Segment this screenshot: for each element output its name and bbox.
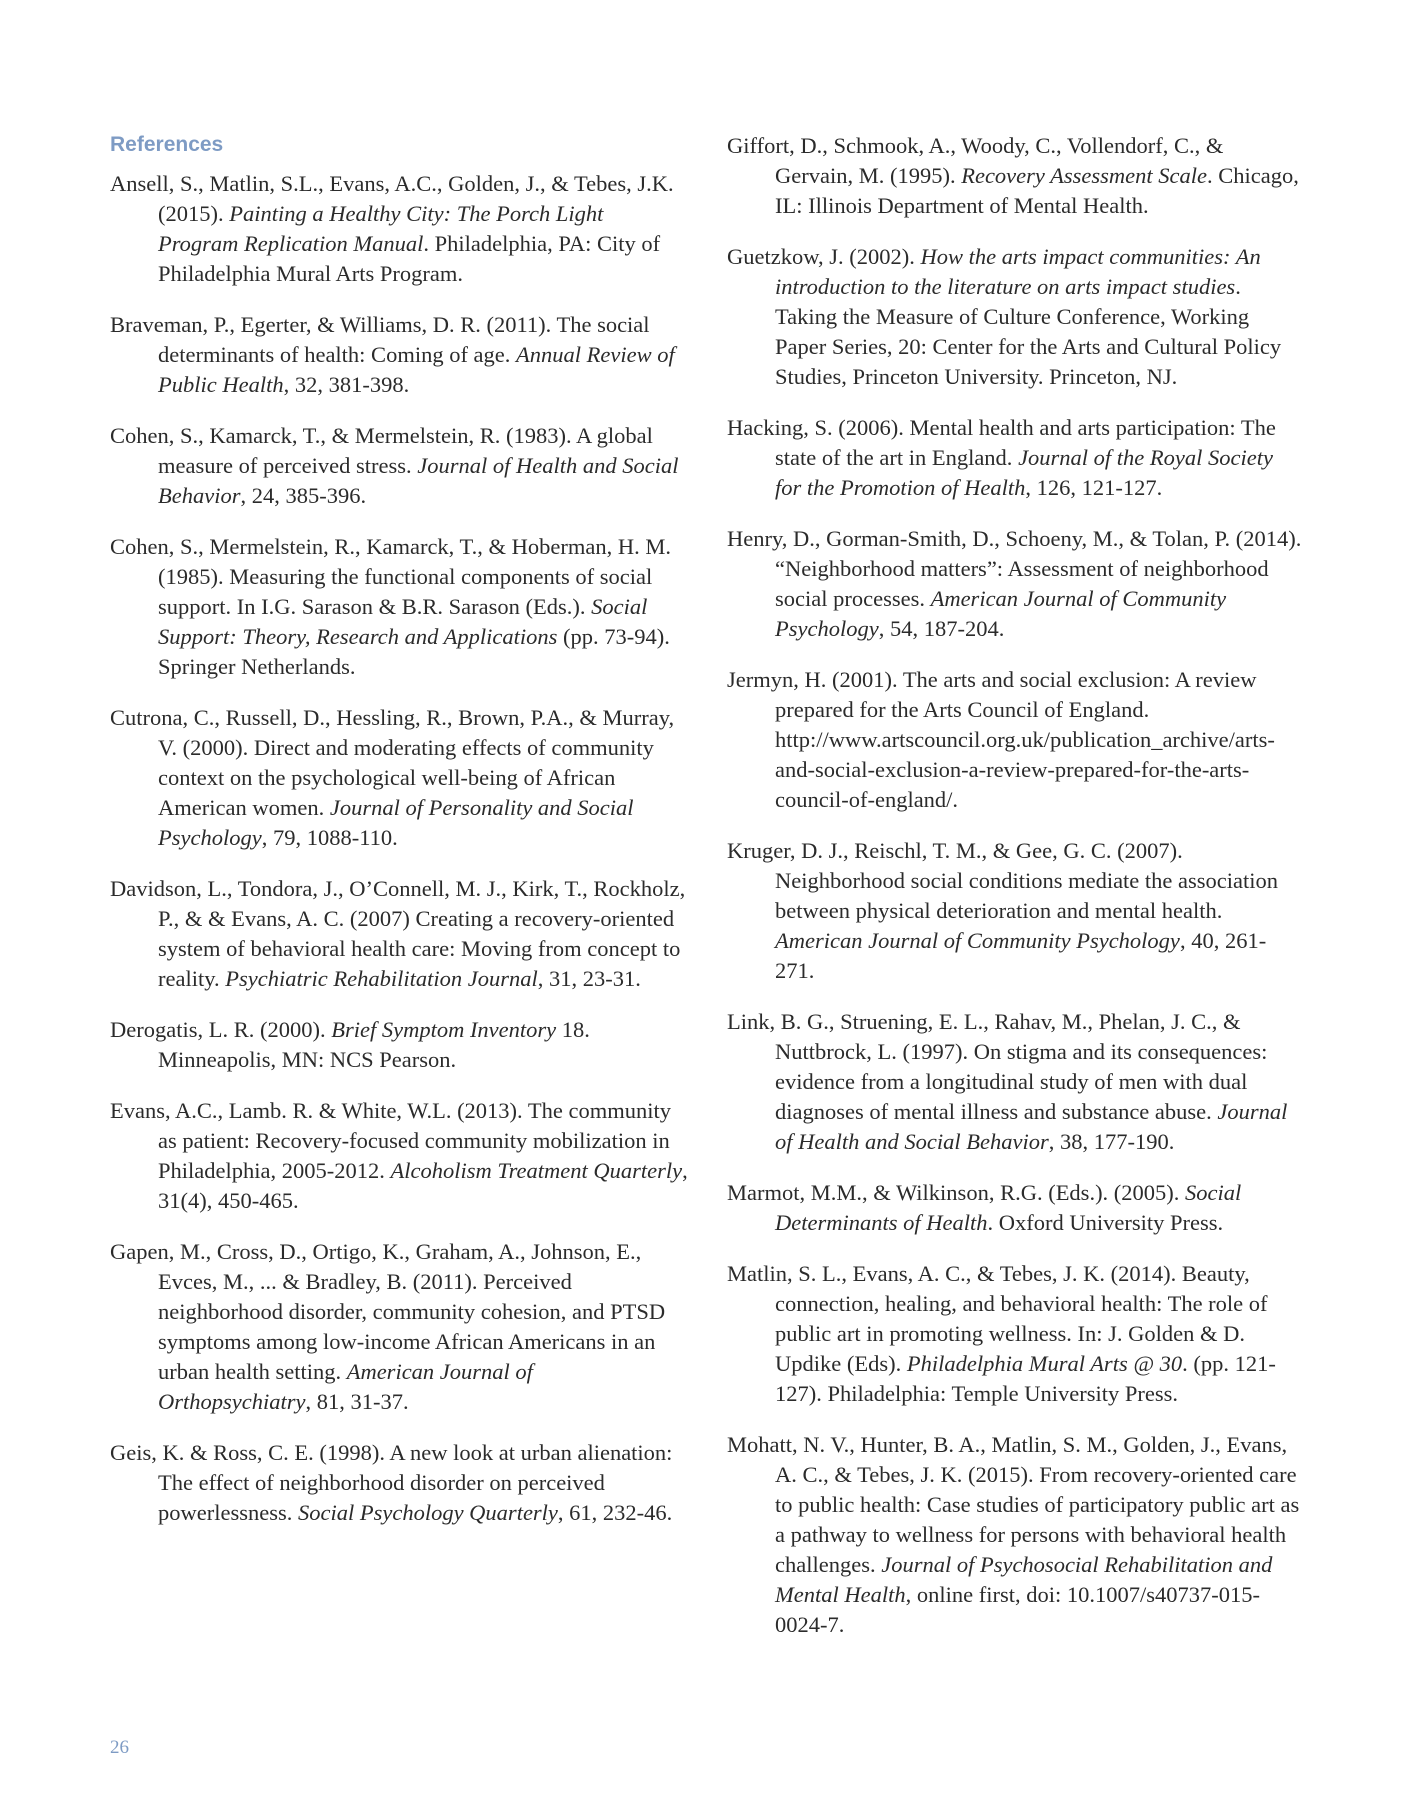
reference-entry: [110, 421, 688, 511]
reference-details: . Taking the Measure of Culture Conference, Working Paper Series, 20: Center for the Arts and Cultural Policy Studies, Princeton University. Princeton, NJ.: [775, 274, 1282, 389]
page-number: 26: [110, 1737, 129, 1758]
left-reference-list: [110, 169, 688, 1528]
reference-title: Journal of Psychosocial Rehabilitation and Mental Health: [775, 1552, 1273, 1607]
reference-text: Derogatis, L. R. (2000).: [110, 1017, 332, 1042]
reference-details: , 32, 381-398.: [283, 372, 410, 397]
reference-entry: [727, 1178, 1302, 1238]
reference-details: . Philadelphia, PA: City of Philadelphia Mural Arts Program.: [158, 231, 661, 286]
reference-entry: [110, 1438, 688, 1528]
reference-title: Painting a Healthy City: The Porch Light Program Replication Manual: [158, 201, 604, 256]
reference-text: Davidson, L., Tondora, J., O’Connell, M. J., Kirk, T., Rockholz, P., & & Evans, A. C. (2007) Creating a recovery-oriented system of behavioral health care: Moving from concept to reality.: [110, 876, 686, 991]
reference-text: Cohen, S., Mermelstein, R., Kamarck, T., & Hoberman, H. M. (1985). Measuring the functional components of social support. In I.G. Sarason & B.R. Sarason (Eds.).: [110, 534, 671, 619]
reference-entry: [727, 836, 1302, 986]
reference-entry: [110, 1096, 688, 1216]
reference-details: 18. Minneapolis, MN: NCS Pearson.: [158, 1017, 590, 1072]
reference-entry: [727, 665, 1302, 815]
reference-details: , 81, 31-37.: [305, 1389, 409, 1414]
reference-text: Ansell, S., Matlin, S.L., Evans, A.C., Golden, J., & Tebes, J.K. (2015).: [110, 171, 674, 226]
reference-details: , 79, 1088-110.: [261, 825, 398, 850]
reference-text: Cohen, S., Kamarck, T., & Mermelstein, R. (1983). A global measure of perceived stress.: [110, 423, 653, 478]
reference-details: . Chicago, IL: Illinois Department of Mental Health.: [775, 163, 1299, 218]
reference-entry: [727, 1259, 1302, 1409]
reference-title: American Journal of Community Psychology: [775, 586, 1227, 641]
reference-title: How the arts impact communities: An introduction to the literature on arts impact studies: [775, 244, 1261, 299]
reference-title: Recovery Assessment Scale: [961, 163, 1207, 188]
reference-details: , 40, 261-271.: [775, 928, 1267, 983]
reference-title: American Journal of Orthopsychiatry: [158, 1359, 533, 1414]
reference-title: Psychiatric Rehabilitation Journal: [225, 966, 538, 991]
reference-entry: [110, 1237, 688, 1417]
reference-title: Social Psychology Quarterly: [297, 1500, 558, 1525]
reference-details: . Oxford University Press.: [987, 1210, 1224, 1235]
reference-text: Gapen, M., Cross, D., Ortigo, K., Graham, A., Johnson, E., Evces, M., ... & Bradley, B. (2011). Perceived neighborhood disorder, community cohesion, and PTSD symptoms among low-income African Americans in an urban health setting.: [110, 1239, 666, 1384]
reference-entry: [110, 874, 688, 994]
reference-text: Hacking, S. (2006). Mental health and arts participation: The state of the art in England.: [727, 415, 1276, 470]
reference-entry: [110, 169, 688, 289]
reference-details: , 126, 121-127.: [1025, 475, 1163, 500]
reference-entry: [727, 131, 1302, 221]
reference-details: , 61, 232-46.: [557, 1500, 673, 1525]
reference-entry: [110, 310, 688, 400]
reference-title: Journal of Health and Social Behavior: [158, 453, 679, 508]
reference-entry: [727, 413, 1302, 503]
reference-text: Braveman, P., Egerter, & Williams, D. R. (2011). The social determinants of health: Coming of age.: [110, 312, 650, 367]
reference-title: Journal of Health and Social Behavior: [775, 1099, 1288, 1154]
reference-details: , 31(4), 450-465.: [158, 1158, 688, 1213]
reference-text: Jermyn, H. (2001). The arts and social exclusion: A review prepared for the Arts Council of England. http://www.artscouncil.org.uk/publication_archive/arts-and-social-exclusion-a-review-prepared-for-the-arts-council-of-england/.: [727, 667, 1275, 812]
reference-text: Link, B. G., Struening, E. L., Rahav, M., Phelan, J. C., & Nuttbrock, L. (1997). On stigma and its consequences: evidence from a longitudinal study of men with dual diagnoses of mental illness and substance abuse.: [727, 1009, 1268, 1124]
reference-text: Geis, K. & Ross, C. E. (1998). A new look at urban alienation: The effect of neighborhood disorder on perceived powerlessness.: [110, 1440, 673, 1525]
right-reference-list: [727, 131, 1302, 1640]
left-column: [110, 131, 688, 1549]
references-heading: References: [110, 133, 224, 156]
reference-title: Annual Review of Public Health: [158, 342, 675, 397]
reference-text: Guetzkow, J. (2002).: [727, 244, 921, 269]
reference-title: Alcoholism Treatment Quarterly: [390, 1158, 683, 1183]
reference-entry: [110, 1015, 688, 1075]
reference-details: , 54, 187-204.: [878, 616, 1005, 641]
reference-entry: [727, 1007, 1302, 1157]
reference-text: Mohatt, N. V., Hunter, B. A., Matlin, S. M., Golden, J., Evans, A. C., & Tebes, J. K. (2015). From recovery-oriented care to public health: Case studies of participatory public art as a pathway to wellness for persons with behavioral health challenges.: [727, 1432, 1300, 1577]
reference-text: Kruger, D. J., Reischl, T. M., & Gee, G. C. (2007). Neighborhood social conditions mediate the association between physical deterioration and mental health.: [727, 838, 1279, 923]
reference-title: Social Determinants of Health: [775, 1180, 1242, 1235]
reference-details: , 24, 385-396.: [240, 483, 367, 508]
reference-title: Journal of the Royal Society for the Promotion of Health: [775, 445, 1273, 500]
reference-details: , 31, 23-31.: [537, 966, 641, 991]
reference-title: Philadelphia Mural Arts @ 30: [906, 1351, 1183, 1376]
reference-text: Evans, A.C., Lamb. R. & White, W.L. (2013). The community as patient: Recovery-focused community mobilization in Philadelphia, 2005-2012.: [110, 1098, 671, 1183]
reference-entry: [110, 532, 688, 682]
reference-text: Giffort, D., Schmook, A., Woody, C., Vollendorf, C., & Gervain, M. (1995).: [727, 133, 1224, 188]
reference-entry: [727, 242, 1302, 392]
reference-text: Henry, D., Gorman-Smith, D., Schoeny, M., & Tolan, P. (2014). “Neighborhood matters”: Assessment of neighborhood social processes.: [727, 526, 1302, 611]
reference-title: Journal of Personality and Social Psychology: [158, 795, 634, 850]
reference-details: . (pp. 121-127). Philadelphia: Temple University Press.: [775, 1351, 1276, 1406]
reference-details: , 38, 177-190.: [1048, 1129, 1175, 1154]
reference-text: Marmot, M.M., & Wilkinson, R.G. (Eds.). (2005).: [727, 1180, 1186, 1205]
reference-title: American Journal of Community Psychology: [775, 928, 1180, 953]
reference-entry: [727, 1430, 1302, 1640]
reference-title: Brief Symptom Inventory: [331, 1017, 557, 1042]
reference-title: Social Support: Theory, Research and Applications: [158, 594, 648, 649]
right-column: [727, 131, 1302, 1661]
reference-details: , online first, doi: 10.1007/s40737-015-0024-7.: [775, 1582, 1260, 1637]
reference-entry: [110, 703, 688, 853]
reference-text: Matlin, S. L., Evans, A. C., & Tebes, J. K. (2014). Beauty, connection, healing, and behavioral health: The role of public art in promoting wellness. In: J. Golden & D. Updike (Eds).: [727, 1261, 1268, 1376]
reference-entry: [727, 524, 1302, 644]
reference-text: Cutrona, C., Russell, D., Hessling, R., Brown, P.A., & Murray, V. (2000). Direct and moderating effects of community context on the psychological well-being of African American women.: [110, 705, 675, 820]
reference-details: (pp. 73-94). Springer Netherlands.: [158, 624, 670, 679]
